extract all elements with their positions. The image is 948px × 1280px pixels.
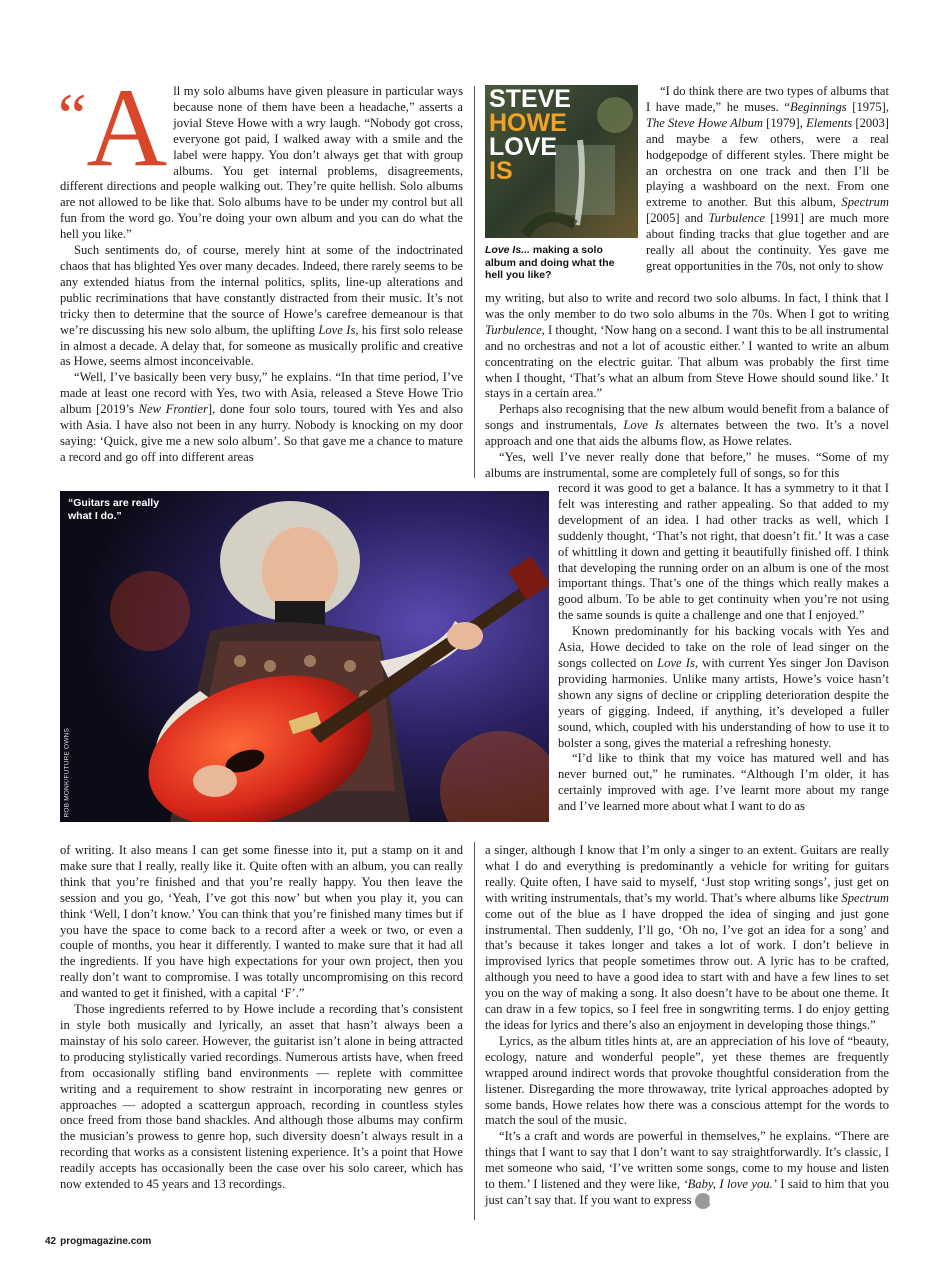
continue-arrow-icon: ▶ [695,1193,711,1209]
paragraph: Such sentiments do, of course, merely hint at some of the indoctrinated chaos that has blighted Yes over many decades. Indeed, there rarely seems to be any extended hiatus from the internal politics, splits, line-up alterations and public recriminations that have constantly distracted from their music. It’s not tricky then to determine that the source of Howe’s carefree demeanour is that we’re discussing his new solo album, the uplifting Love Is, his first solo release in almost a decade. A delay that, for someone as musically prolific and creative as Howe, seems almost inconceivable. [60,243,464,369]
paragraph: “I’d like to think that my voice has matured well and has never burned out,” he ruminates. “Although I’m older, it has certainly improved with age. I’ve learnt more about my range and I’ve learned more about what I want to do as [558,751,889,814]
right-column-bottom [485,843,889,1209]
paragraph: “Yes, well I’ve never really done that before,” he muses. “Some of my albums are instrumental, some are completely full of songs, so for this [485,450,889,480]
paragraph: my writing, but also to write and record two solo albums. In fact, I think that I was the only member to do two solo albums in the 70s. When I got to writing Turbulence, I thought, ‘Now hang on a second. I want this to be all instrumental and no orchestras and not a lot of acoustic either.’ I wanted to write an album concentrating on the electric guitar. That album was probably the first time when I thought, ‘That’s what an album from Steve Howe should sound like.’ It stays in a certain area.” [485,291,889,401]
guitarist-photo-art [60,491,549,822]
left-column-top [58,66,464,466]
drop-cap: “A [58,66,168,190]
album-cover-title-line: IS [489,157,513,185]
left-column-bottom [60,843,463,1193]
album-caption: Love Is... making a solo album and doing what the hell you like? [485,244,615,281]
right-column-narrow [558,481,889,815]
photo-pull-quote: “Guitars are really what I do.” [68,497,160,522]
paragraph: Known predominantly for his backing vocals with Yes and Asia, Howe decided to take on the role of lead singer on the songs collected on Love Is, with current Yes singer Jon Davison providing harmonies. Unlike many artists, Howe’s voice hasn’t shown any signs of decline or crippling deterioration despite the years of gigging. Indeed, if anything, it’s developed a fuller sound, which, coupled with his understanding of how to use it to bolster a song, gives the material a refreshing honesty. [558,624,889,750]
page-number: 42 [45,1236,57,1247]
right-column-top [646,84,889,275]
column-divider-bottom [474,842,475,1220]
paragraph: Perhaps also recognising that the new album would benefit from a balance of songs and instrumentals, Love Is alternates between the two. It’s a novel approach and one that aids the albums flow, as Howe relates. [485,402,889,449]
album-cover-title-line: HOWE [489,109,567,137]
paragraph: “It’s a craft and words are powerful in themselves,” he explains. “There are things that I want to say that I don’t want to say straightforwardly. It’s classic, I met someone who said, ‘I’ve written some songs, come to my house and listen to them.’ I listened and they were like, ‘Baby, I love you.’ I said to him that you just can’t say that. If you want to express ▶ [485,1129,889,1209]
guitarist-photo [60,491,549,822]
right-column-mid [485,291,889,482]
intro-paragraph: “A ll my solo albums have given pleasure in particular ways because none of them have been a headache,” asserts a jovial Steve Howe with a wry laugh. “Nobody got cross, everyone got paid, I walked away with a smile and the label were happy. You don’t always get that with group albums. You get internal problems, disagreements, different directions and people walking out. They’re quite hellish. Solo albums are not allowed to be like that. Solo albums have to be under my control but all fun from the word go. You’re doing your own album and you can do what the hell you like.” [58,66,463,242]
site-url: progmagazine.com [60,1236,152,1247]
paragraph: a singer, although I know that I’m only a singer to an extent. Guitars are really what I do and everything is predominantly a vehicle for writing for guitars really. Quite often, I have said to myself, ‘Just stop writing songs’, just get on with writing instrumentals, that’s my world. That’s where albums like Spectrum come out of the blue as I have dropped the idea of singing and just gone instrumental. Then suddenly, I’ll go, ‘Oh no, I’ve got an idea for a song’ and that’s because it takes longer and takes a lot of work. I don’t believe in improvised lyrics that people sometimes throw out. A lyric has to be crafted, although you need to have a good idea to start with and have a few lines to set you on the way of making a song. It also doesn’t have to be about one theme. It can draw in a few topics, so I feel free in songwriting terms. I do enjoy getting the ideas for lyrics and there’s also an enjoyment in developing those things.” [485,843,889,1032]
paragraph: Lyrics, as the album titles hints at, are an appreciation of his love of “beauty, ecology, nature and wonderful people”, yet these themes are frequently wrapped around indirect words that provoke thoughtful consideration from the listener. Disregarding the more throwaway, trite lyrical approaches adopted by some bands, Howe relates how there was a conscious attempt for the words to match the soul of the music. [485,1033,889,1128]
paragraph: “Well, I’ve basically been very busy,” he explains. “In that time period, I’ve made at least one record with Yes, two with Asia, released a Steve Howe Trio album [2019’s New Frontier], done four solo tours, toured with Yes and also with Asia. I have also not been in any hurry. Nobody is knocking on my door saying: ‘Quick, give me a new solo album’. So that gave me a chance to mature a record and go off into different areas [60,370,464,464]
photo-credit: ROB MONK/FUTURE OWNS [63,727,71,818]
paragraph: of writing. It also means I can get some finesse into it, put a stamp on it and make sure that I really, really like it. Quite often with an album, you can really think that you’re finished and that you’re really happy. You then leave the session and you go, ‘Yeah, I’ve got this now’ but when you play it, you can think ‘Well, I don’t know.’ You can think that you’re finished many times but if you have the space to come back to a record after a week or two, or even a couple of months, you hear it differently. I wanted to make sure that it had all the ingredients. If you have high expectations for your own project, then you really don’t want to compromise. I was totally uncompromising on this record and wanted to get it finished, with a capital ‘F’.” [60,843,463,1001]
album-cover-image [485,85,638,238]
album-cover-title-line: STEVE [489,85,571,113]
page-footer [45,1236,151,1247]
paragraph: “I do think there are two types of albums that I have made,” he muses. “Beginnings [1975], The Steve Howe Album [1979], Elements [2003] and maybe a few others, were a real hodgepodge of different styles. There might be an orchestra on one track and then I’ll be playing a washboard on the next. From one extreme to another. But this album, Spectrum [2005] and Turbulence [1991] are much more about finding tracks that glue together and are really all about the continuity. Yes gave me great opportunities in the 70s, not only to show [646,84,889,273]
paragraph: Those ingredients referred to by Howe include a recording that’s consistent in style both musically and lyrically, an asset that hasn’t always been a mainstay of his solo career. However, the guitarist isn’t alone in being attracted to producing stylistically varied recordings. Numerous artists have, when freed from occasionally stifling band environments — replete with committee writing and a requirement to show restraint in incorporating new genres or approaches — adopted a scattergun approach, recording in countless styles once freed from those band shackles. And although those albums may confirm the musician’s prowess to genre hop, such diversity doesn’t always result in a recording that works as a consistent listening experience. It’s a point that Howe readily accepts has occasionally been the case over his solo career, which has now extended to 45 years and 13 recordings. [60,1002,463,1192]
paragraph: record it was good to get a balance. It has a symmetry to it that I felt was interesting and rather appealing. So that added to my development of an idea. I had other tracks as well, which I suddenly thought, ‘That’s not right, that doesn’t fit.’ It was a case of whittling it down and getting it beautifully finished off. I think that developing the running order on an album is one of the most important things. That’s one of the things which really makes a good album. To be able to get continuity when you’re not using the same sounds is quite a challenge and one that I enjoyed.” [558,481,889,623]
column-divider-top [474,86,475,478]
album-cover-title-line: LOVE [489,133,558,161]
